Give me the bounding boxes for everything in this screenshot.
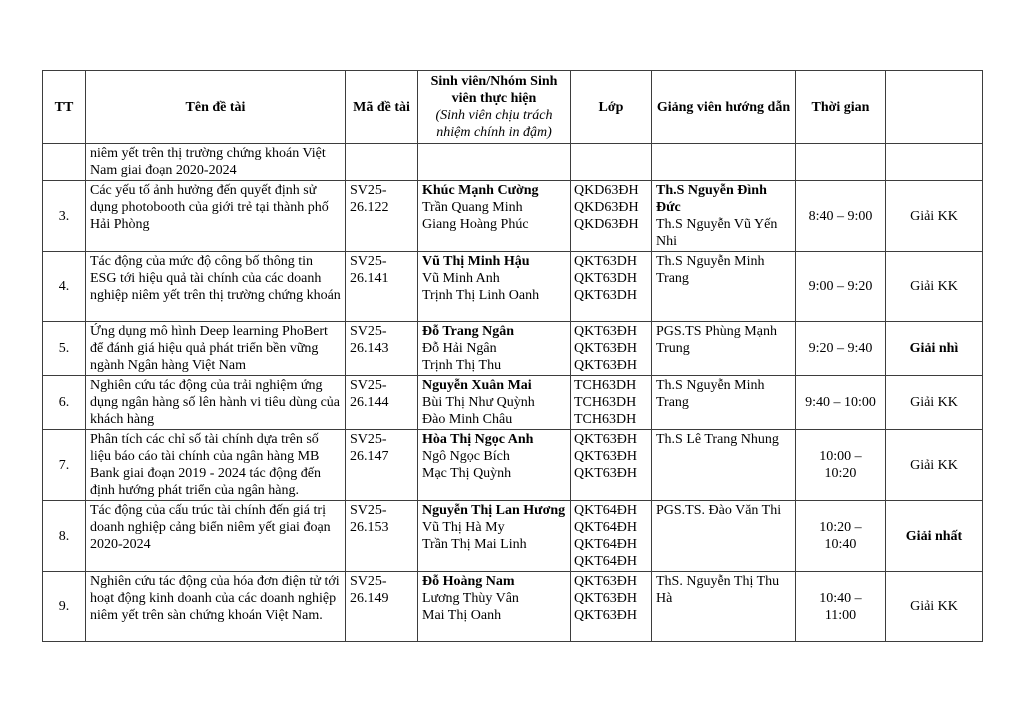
table-row	[43, 322, 983, 376]
cell-award: Giải nhất	[886, 501, 983, 572]
header-students	[418, 71, 571, 144]
student-name: Đào Minh Châu	[422, 412, 513, 427]
cell-class	[571, 322, 652, 376]
class-name: QKD63ĐH	[574, 200, 639, 215]
student-name: Giang Hoàng Phúc	[422, 217, 529, 232]
class-name: QKD63ĐH	[574, 217, 639, 232]
cell-tt: 9.	[43, 572, 86, 642]
cell-topic: Tác động của mức độ công bố thông tin ESG tới hiệu quả tài chính của các doanh nghiệp niêm yết trên thị trường chứng khoán	[86, 252, 346, 322]
cell-code: SV25-26.144	[346, 376, 418, 430]
table-row	[43, 572, 983, 642]
table-header	[43, 71, 983, 144]
table-body	[43, 144, 983, 642]
student-name: Lương Thùy Vân	[422, 591, 519, 606]
class-name: QKT63ĐH	[574, 324, 637, 339]
cell-time: 9:40 – 10:00	[796, 376, 886, 430]
cell-code	[346, 144, 418, 181]
table-row	[43, 430, 983, 501]
cell-topic: niêm yết trên thị trường chứng khoán Việt Nam giai đoạn 2020-2024	[86, 144, 346, 181]
cell-code: SV25-26.153	[346, 501, 418, 572]
cell-award: Giải nhì	[886, 322, 983, 376]
class-name: QKT63ĐH	[574, 608, 637, 623]
student-name: Bùi Thị Như Quỳnh	[422, 395, 535, 410]
cell-tt: 3.	[43, 181, 86, 252]
cell-code: SV25-26.149	[346, 572, 418, 642]
student-name: Vũ Thị Hà My	[422, 520, 505, 535]
cell-code: SV25-26.122	[346, 181, 418, 252]
cell-students	[418, 572, 571, 642]
class-name: QKT63ĐH	[574, 466, 637, 481]
lead-advisor: Th.S Nguyễn Đình Đức	[656, 183, 767, 215]
cell-topic: Ứng dụng mô hình Deep learning PhoBert để đánh giá hiệu quả phát triển bền vững ngành Ngân hàng Việt Nam	[86, 322, 346, 376]
cell-advisor	[652, 181, 796, 252]
class-name: QKT63ĐH	[574, 432, 637, 447]
cell-class	[571, 181, 652, 252]
cell-tt: 8.	[43, 501, 86, 572]
header-result	[886, 71, 983, 144]
student-name: Ngô Ngọc Bích	[422, 449, 510, 464]
table-row	[43, 252, 983, 322]
cell-class	[571, 501, 652, 572]
class-name: QKD63ĐH	[574, 183, 639, 198]
advisor-name: Th.S Lê Trang Nhung	[656, 432, 779, 447]
header-time: Thời gian	[796, 71, 886, 144]
header-advisor: Giảng viên hướng dẫn	[652, 71, 796, 144]
advisor-name: Th.S Nguyễn Minh Trang	[656, 254, 765, 286]
header-tt: TT	[43, 71, 86, 144]
advisor-name: Th.S Nguyễn Minh Trang	[656, 378, 765, 410]
class-name: QKT63ĐH	[574, 591, 637, 606]
table-row	[43, 181, 983, 252]
cell-award: Giải KK	[886, 252, 983, 322]
table-row	[43, 144, 983, 181]
student-name: Trịnh Thị Linh Oanh	[422, 288, 540, 303]
cell-award: Giải KK	[886, 376, 983, 430]
header-topic: Tên đề tài	[86, 71, 346, 144]
class-name: QKT64ĐH	[574, 503, 637, 518]
cell-class	[571, 144, 652, 181]
cell-advisor	[652, 572, 796, 642]
cell-tt: 7.	[43, 430, 86, 501]
cell-topic: Tác động của cấu trúc tài chính đến giá trị doanh nghiệp cảng biển niêm yết giai đoạn 2020-2024	[86, 501, 346, 572]
class-name: TCH63DH	[574, 395, 637, 410]
cell-code: SV25-26.143	[346, 322, 418, 376]
cell-tt: 6.	[43, 376, 86, 430]
header-row	[43, 71, 983, 144]
lead-student: Khúc Mạnh Cường	[422, 183, 539, 198]
lead-student: Vũ Thị Minh Hậu	[422, 254, 530, 269]
cell-topic: Nghiên cứu tác động của trải nghiệm ứng dụng ngân hàng số lên hành vi tiêu dùng của khách hàng	[86, 376, 346, 430]
class-name: QKT63ĐH	[574, 574, 637, 589]
header-students-title: Sinh viên/Nhóm Sinh viên thực hiện	[430, 74, 558, 106]
cell-topic: Nghiên cứu tác động của hóa đơn điện tử tới hoạt động kinh doanh của các doanh nghiệp niêm yết trên sàn chứng khoán Việt Nam.	[86, 572, 346, 642]
cell-topic: Phân tích các chỉ số tài chính dựa trên số liệu báo cáo tài chính của ngân hàng MB Bank giai đoạn 2019 - 2024 tác động đến định hướng phát triển của ngân hàng.	[86, 430, 346, 501]
student-name: Trần Thị Mai Linh	[422, 537, 527, 552]
cell-students	[418, 181, 571, 252]
cell-students	[418, 322, 571, 376]
lead-student: Nguyễn Xuân Mai	[422, 378, 532, 393]
class-name: QKT63DH	[574, 271, 637, 286]
cell-class	[571, 252, 652, 322]
cell-code: SV25-26.141	[346, 252, 418, 322]
header-students-note: (Sinh viên chịu trách nhiệm chính in đậm)	[435, 108, 553, 140]
cell-tt: 5.	[43, 322, 86, 376]
class-name: QKT63ĐH	[574, 341, 637, 356]
cell-advisor	[652, 430, 796, 501]
cell-time: 10:00 – 10:20	[796, 430, 886, 501]
cell-students	[418, 144, 571, 181]
table-row	[43, 501, 983, 572]
cell-award: Giải KK	[886, 181, 983, 252]
header-code: Mã đề tài	[346, 71, 418, 144]
cell-students	[418, 501, 571, 572]
cell-time: 10:20 – 10:40	[796, 501, 886, 572]
cell-class	[571, 430, 652, 501]
cell-time: 10:40 – 11:00	[796, 572, 886, 642]
lead-student: Nguyễn Thị Lan Hương	[422, 503, 566, 518]
cell-code: SV25-26.147	[346, 430, 418, 501]
class-name: QKT63DH	[574, 254, 637, 269]
header-class: Lớp	[571, 71, 652, 144]
results-table	[42, 70, 983, 642]
cell-award: Giải KK	[886, 430, 983, 501]
advisor-name: ThS. Nguyễn Thị Thu Hà	[656, 574, 780, 606]
cell-advisor	[652, 376, 796, 430]
student-name: Vũ Minh Anh	[422, 271, 500, 286]
advisor-name: PGS.TS. Đào Văn Thi	[656, 503, 782, 518]
advisor-name: Th.S Nguyễn Vũ Yến Nhi	[656, 217, 778, 249]
cell-time	[796, 144, 886, 181]
class-name: QKT64ĐH	[574, 554, 637, 569]
cell-class	[571, 572, 652, 642]
cell-students	[418, 252, 571, 322]
class-name: TCH63DH	[574, 378, 637, 393]
student-name: Đỗ Hải Ngân	[422, 341, 497, 356]
cell-students	[418, 376, 571, 430]
cell-advisor	[652, 322, 796, 376]
cell-tt: 4.	[43, 252, 86, 322]
student-name: Trịnh Thị Thu	[422, 358, 502, 373]
cell-award	[886, 144, 983, 181]
lead-student: Hòa Thị Ngọc Anh	[422, 432, 534, 447]
cell-time: 8:40 – 9:00	[796, 181, 886, 252]
class-name: QKT63ĐH	[574, 358, 637, 373]
cell-advisor	[652, 252, 796, 322]
class-name: QKT63ĐH	[574, 449, 637, 464]
lead-student: Đỗ Trang Ngân	[422, 324, 515, 339]
class-name: TCH63DH	[574, 412, 637, 427]
class-name: QKT64ĐH	[574, 520, 637, 535]
cell-class	[571, 376, 652, 430]
student-name: Trần Quang Minh	[422, 200, 523, 215]
lead-student: Đỗ Hoàng Nam	[422, 574, 515, 589]
student-name: Mai Thị Oanh	[422, 608, 502, 623]
cell-time: 9:00 – 9:20	[796, 252, 886, 322]
table-row	[43, 376, 983, 430]
cell-topic: Các yếu tố ảnh hưởng đến quyết định sử dụng photobooth của giới trẻ tại thành phố Hải Phòng	[86, 181, 346, 252]
cell-advisor	[652, 144, 796, 181]
cell-advisor	[652, 501, 796, 572]
cell-time: 9:20 – 9:40	[796, 322, 886, 376]
cell-award: Giải KK	[886, 572, 983, 642]
advisor-name: PGS.TS Phùng Mạnh Trung	[656, 324, 777, 356]
cell-tt	[43, 144, 86, 181]
cell-students	[418, 430, 571, 501]
student-name: Mạc Thị Quỳnh	[422, 466, 512, 481]
class-name: QKT63DH	[574, 288, 637, 303]
class-name: QKT64ĐH	[574, 537, 637, 552]
